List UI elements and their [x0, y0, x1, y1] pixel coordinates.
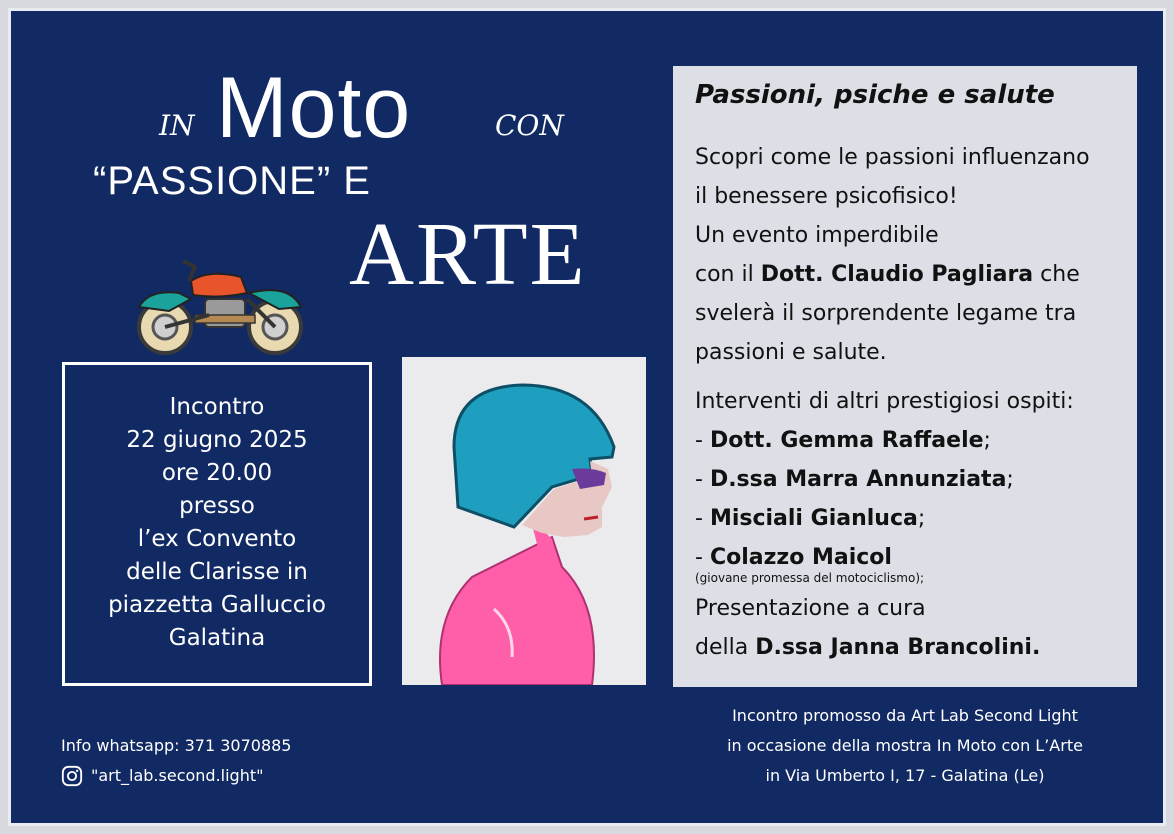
info-city: Galatina [168, 625, 266, 651]
instagram-icon [61, 765, 83, 787]
guest-name: Dott. Gemma Raffaele [709, 428, 984, 453]
instagram-info [61, 761, 291, 791]
info-line: presso [179, 493, 255, 519]
info-line: Incontro [169, 394, 265, 420]
event-description-panel [673, 66, 1137, 687]
promo-line: in occasione della mostra In Moto con L’Arte [727, 736, 1083, 755]
event-info-box [62, 362, 372, 686]
guest-prefix: - [695, 467, 710, 492]
panel-title: Passioni, psiche e salute [695, 80, 1055, 110]
presentation-line [695, 628, 1135, 667]
promo-text [673, 701, 1137, 791]
intro-line [695, 255, 1135, 294]
motorcycle-icon [129, 259, 309, 359]
promo-line: in Via Umberto I, 17 - Galatina (Le) [765, 766, 1045, 785]
poster [8, 8, 1166, 826]
title-moto: Moto [216, 60, 412, 156]
intro-line: svelerà il sorprendente legame tra [695, 301, 1077, 326]
contact-info [61, 731, 291, 791]
info-venue: l’ex Convento [137, 526, 297, 552]
instagram-handle: "art_lab.second.light" [91, 766, 264, 785]
presentation-line: Presentazione a cura [695, 596, 926, 621]
text-span: che [1033, 262, 1080, 287]
guests-heading: Interventi di altri prestigiosi ospiti: [695, 389, 1074, 414]
title-arte: ARTE [349, 205, 587, 304]
speaker-name: Dott. Claudio Pagliara [760, 262, 1034, 287]
guest-name: Colazzo Maicol [709, 545, 892, 570]
guest-item [695, 421, 1135, 460]
guest-name: Misciali Gianluca [709, 506, 918, 531]
intro-line: Scopri come le passioni influenzano [695, 145, 1090, 170]
info-date: 22 giugno 2025 [126, 427, 308, 453]
guest-note: (giovane promessa del motociclismo); [695, 571, 925, 585]
guest-prefix: - [695, 506, 710, 531]
info-venue: delle Clarisse in [126, 559, 308, 585]
text-span: della [695, 635, 756, 660]
title-in: IN [159, 109, 195, 142]
panel-body [695, 138, 1135, 667]
guest-item [695, 460, 1135, 499]
info-venue: piazzetta Galluccio [108, 592, 326, 618]
info-time: ore 20.00 [161, 460, 273, 486]
guest-item [695, 499, 1135, 538]
whatsapp-info: Info whatsapp: 371 3070885 [61, 736, 292, 755]
title-passione: “PASSIONE” E [93, 159, 371, 203]
intro-line: il benessere psicofisico! [695, 184, 958, 209]
portrait-painting [402, 357, 646, 685]
guest-suffix: ; [1006, 467, 1014, 492]
guest-suffix: ; [983, 428, 991, 453]
guest-prefix: - [695, 545, 710, 570]
text-span: con il [695, 262, 761, 287]
guest-suffix: ; [917, 506, 926, 531]
promo-line: Incontro promosso da Art Lab Second Light [732, 706, 1078, 725]
guest-name: D.ssa Marra Annunziata [709, 467, 1007, 492]
intro-line: Un evento imperdibile [695, 223, 939, 248]
title-con: CON [495, 109, 564, 142]
presenter-name: D.ssa Janna Brancolini. [755, 635, 1041, 660]
guest-prefix: - [695, 428, 710, 453]
intro-line: passioni e salute. [695, 340, 887, 365]
